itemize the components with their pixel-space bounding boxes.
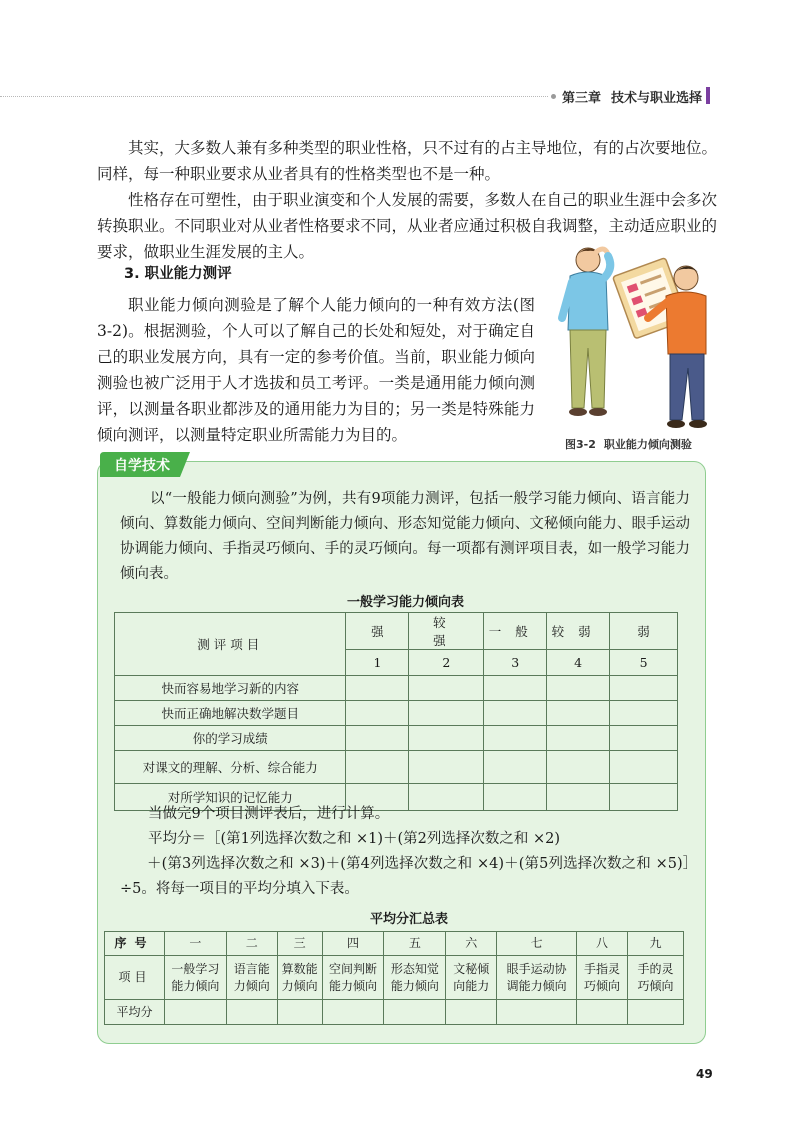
seq-9: 九 — [628, 932, 684, 956]
seq-label: 序号 — [105, 932, 165, 956]
row-item: 对所学知识的记忆能力 — [115, 784, 346, 811]
chapter-label: 第三章 — [562, 91, 602, 106]
table-row — [115, 751, 678, 784]
box-intro: 以“一般能力倾向测验”为例，共有9项能力测评，包括一般学习能力倾向、语言能力倾向、算数能力倾向、空间判断能力倾向、形态知觉能力倾向、文秘倾向能力、眼手运动协调能力倾向、手指灵巧倾向、手的灵巧倾向。每一项都有测评项目表，如一般学习能力倾向表。 — [120, 491, 690, 582]
seq-7: 七 — [497, 932, 577, 956]
score-5: 5 — [610, 650, 678, 676]
avg-label: 平均分 — [105, 1000, 165, 1025]
row-item: 快而正确地解决数学题目 — [115, 701, 346, 726]
level-weak: 弱 — [610, 613, 678, 650]
chapter-title: 技术与职业选择 — [611, 91, 703, 106]
seq-8: 八 — [577, 932, 628, 956]
item-4: 空间判断 能力倾向 — [322, 956, 384, 1000]
table2-title: 平均分汇总表 — [370, 912, 449, 927]
aptitude-test-illustration — [548, 238, 714, 432]
table1-item-header: 测评项目 — [115, 613, 346, 676]
table-row — [115, 676, 678, 701]
item-6: 文秘倾 向能力 — [446, 956, 497, 1000]
row-item: 你的学习成绩 — [115, 726, 346, 751]
item-2: 语言能 力倾向 — [226, 956, 277, 1000]
item-5: 形态知觉 能力倾向 — [384, 956, 446, 1000]
self-study-tag-label: 自学技术 — [114, 458, 170, 474]
average-summary-table — [104, 931, 684, 1025]
level-fairly-strong: 较强 — [409, 613, 484, 650]
score-1: 1 — [346, 650, 409, 676]
table-row — [115, 701, 678, 726]
level-fairly-weak: 较弱 — [547, 613, 610, 650]
header-accent-bar — [706, 87, 710, 104]
figure-caption — [565, 436, 692, 452]
item-label: 项目 — [105, 956, 165, 1000]
item-3: 算数能 力倾向 — [277, 956, 322, 1000]
seq-2: 二 — [226, 932, 277, 956]
item-7: 眼手运动协 调能力倾向 — [497, 956, 577, 1000]
row-item: 快而容易地学习新的内容 — [115, 676, 346, 701]
aptitude-table — [114, 612, 678, 811]
item-1: 一般学习 能力倾向 — [164, 956, 226, 1000]
formula-line-2: ＋(第3列选择次数之和 ×3)＋(第4列选择次数之和 ×4)＋(第5列选择次数之和 ×5)］÷5。将每一项目的平均分填入下表。 — [120, 856, 690, 897]
seq-6: 六 — [446, 932, 497, 956]
header-dot — [551, 94, 556, 99]
formula-line-1: 平均分＝［(第1列选择次数之和 ×1)＋(第2列选择次数之和 ×2) — [148, 831, 561, 847]
paragraph-1: 其实，大多数人兼有多种类型的职业性格，只不过有的占主导地位，有的占次要地位。同样，每一种职业要求从业者具有的性格类型也不是一种。 — [97, 139, 718, 183]
header-rule — [0, 96, 548, 97]
table-row — [115, 726, 678, 751]
seq-5: 五 — [384, 932, 446, 956]
figure-number: 图3-2 — [565, 438, 596, 451]
paragraph-2: 性格存在可塑性，由于职业演变和个人发展的需要，多数人在自己的职业生涯中会多次转换职业。不同职业对从业者性格要求不同，从业者应通过积极自我调整，主动适应职业的要求，做职业生涯发展的主人。 — [97, 191, 718, 261]
page-number: 49 — [696, 1067, 713, 1081]
after-table-note: 当做完9个项目测评表后，进行计算。 — [148, 806, 390, 822]
item-8: 手指灵 巧倾向 — [577, 956, 628, 1000]
item-9: 手的灵 巧倾向 — [628, 956, 684, 1000]
score-2: 2 — [409, 650, 484, 676]
running-header — [562, 87, 702, 106]
figure-caption-text: 职业能力倾向测验 — [603, 438, 692, 451]
section-title: 3. 职业能力测评 — [124, 266, 232, 282]
seq-4: 四 — [322, 932, 384, 956]
seq-1: 一 — [164, 932, 226, 956]
seq-3: 三 — [277, 932, 322, 956]
level-average: 一般 — [484, 613, 547, 650]
section-paragraph: 职业能力倾向测验是了解个人能力倾向的一种有效方法(图3-2)。根据测验，个人可以了解自己的长处和短处，对于确定自己的职业发展方向，具有一定的参考价值。当前，职业能力倾向测验也被广泛用于人才选拔和员工考评。一类是通用能力倾向测评，以测量各职业都涉及的通用能力为目的；另一类是特殊能力倾向测评，以测量特定职业所需能力为目的。 — [97, 296, 535, 444]
row-item: 对课文的理解、分析、综合能力 — [115, 751, 346, 784]
table1-title: 一般学习能力倾向表 — [347, 595, 465, 610]
score-4: 4 — [547, 650, 610, 676]
score-3: 3 — [484, 650, 547, 676]
level-strong: 强 — [346, 613, 409, 650]
